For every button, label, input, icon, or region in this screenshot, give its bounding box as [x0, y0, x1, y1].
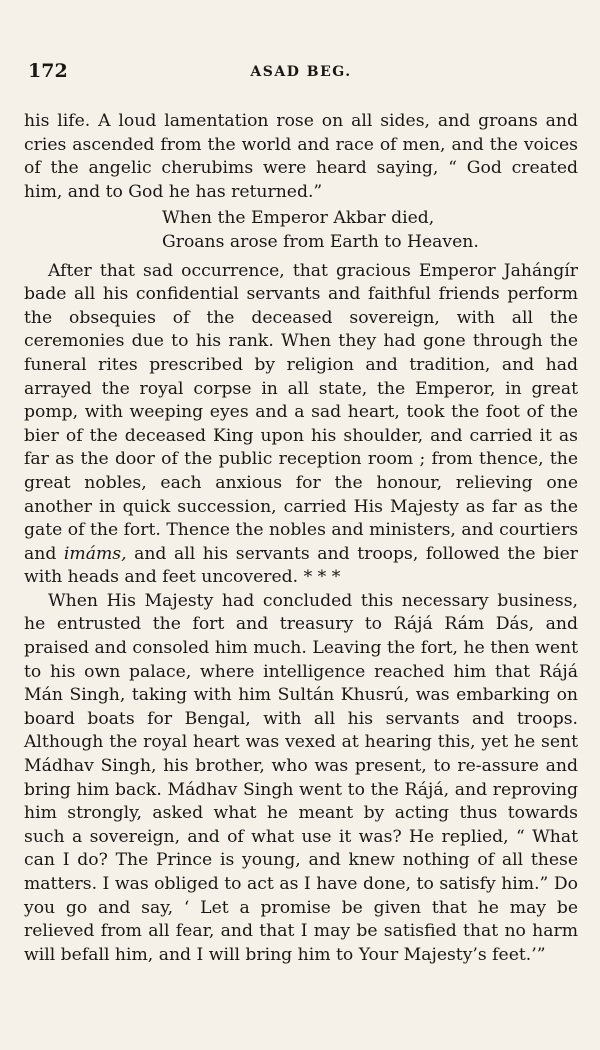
body-text — [24, 110, 578, 967]
verse-line-1: When the Emperor Akbar died, — [162, 208, 435, 229]
paragraph-2 — [24, 260, 578, 590]
paragraph-2-text-b: and all his servants and troops, followed the bier with heads and feet uncovered. * * * — [24, 543, 578, 588]
running-head: ASAD BEG. — [250, 64, 352, 80]
paragraph-2-text-a: After that sad occurrence, that gracious Emperor Jahángír bade all his confidential servants and faithful friends perform the obsequies of the deceased sovereign, with all the ceremonies due to his rank. When they had gone through the funeral rites prescribed by religion and tradition, and had arrayed the royal corpse in all state, the Emperor, in great pomp, with weeping eyes and a sad heart, took the foot of the bier of the deceased King upon his shoulder, and carried it as far as the door of the public reception room ; from thence, the great nobles, each anxious for the honour, relieving one another in quick succession, carried His Majesty as far as the gate of the fort. Thence the nobles and ministers, and courtiers and — [24, 260, 579, 564]
verse-line-2: Groans arose from Earth to Heaven. — [162, 231, 479, 252]
verse-block — [162, 207, 578, 254]
page-number: 172 — [28, 60, 68, 82]
paragraph-3: When His Majesty had concluded this necessary business, he entrusted the fort and treasury to Rájá Rám Dás, and praised and consoled him much. Leaving the fort, he then went to his own palace, where intelligence reached him that Rájá Mán Singh, taking with him Sultán Khusrú, was embarking on board boats for Bengal, with all his servants and troops. Although the royal heart was vexed at hearing this, yet he sent Mádhav Singh, his brother, who was present, to re-assure and bring him back. Mádhav Singh went to the Rájá, and reproving him strongly, asked what he meant by acting thus towards such a sovereign, and of what use it was? He replied, “ What can I do? The Prince is young, and knew nothing of all these matters. I was obliged to act as I have done, to satisfy him.” Do you go and say, ‘ Let a promise be given that he may be relieved from all fear, and that I may be satisfied that no harm will befall him, and I will bring him to Your Majesty’s feet.’” — [24, 590, 578, 965]
page-header — [24, 58, 578, 88]
paragraph-1: his life. A loud lamentation rose on all sides, and groans and cries ascended from the world and race of men, and the voices of the angelic cherubims were heard saying, “ God created him, and to God he has returned.” — [24, 111, 578, 202]
paragraph-2-italic-word: imáms, — [63, 543, 127, 564]
